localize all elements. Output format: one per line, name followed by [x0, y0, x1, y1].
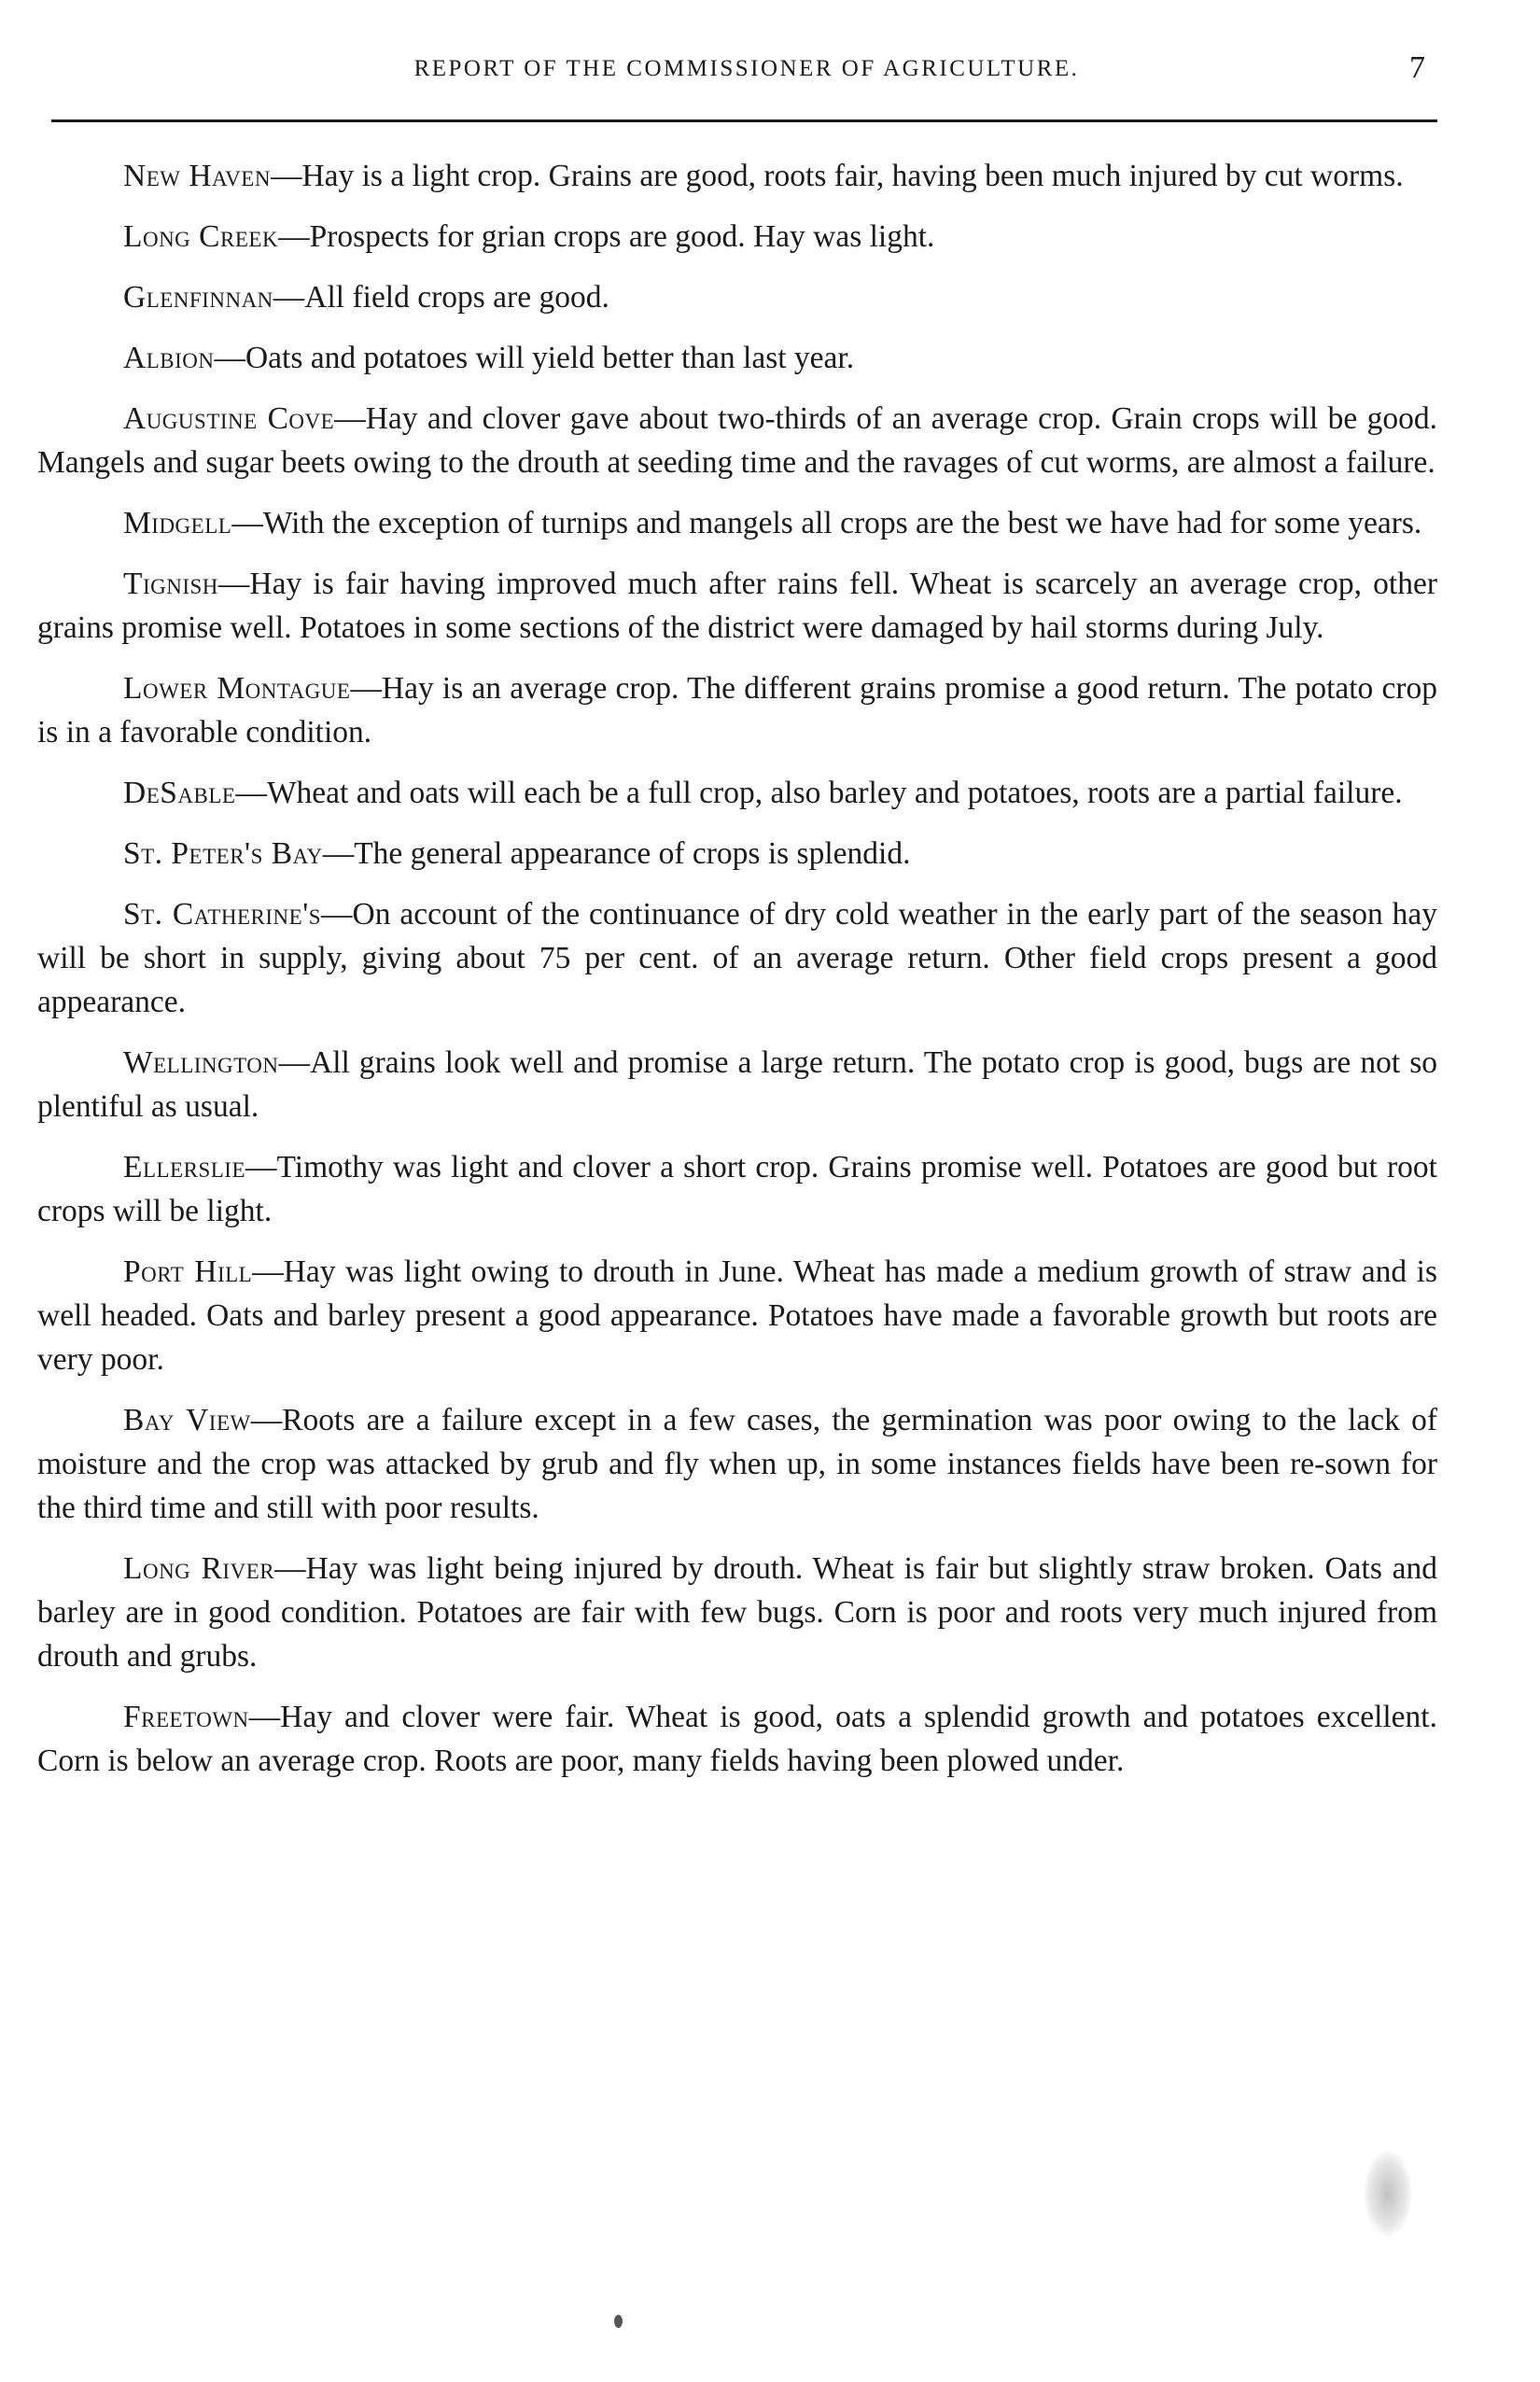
- report-entry: [37, 336, 1437, 380]
- report-entry: [37, 1547, 1437, 1678]
- place-name: DeSable: [123, 776, 236, 810]
- place-name: Freetown: [123, 1700, 249, 1734]
- page-number: 7: [1409, 50, 1425, 85]
- entry-text: —On account of the continuance of dry cold weather in the early part of the season hay will be short in supply, giving about 75 per cent. of an average return. Other field crops present a good appearance.: [37, 897, 1438, 1019]
- place-name: Glenfinnan: [123, 280, 273, 315]
- report-entry: [37, 1145, 1437, 1233]
- report-entry: [37, 154, 1437, 198]
- ink-speck: [614, 2315, 623, 2328]
- entry-text: —Oats and potatoes will yield better than last year.: [214, 341, 855, 375]
- place-name: Port Hill: [123, 1254, 253, 1289]
- entry-text: —Hay and clover were fair. Wheat is good, oats a splendid growth and potatoes excellent. Corn is below an average crop. Roots are poor, many fields having been plowed under.: [37, 1700, 1437, 1778]
- entry-text: —Prospects for grian crops are good. Hay was light.: [278, 219, 935, 254]
- report-entry: [37, 215, 1437, 259]
- entry-text: —Hay was light owing to drouth in June. Wheat has made a medium growth of straw and is well headed. Oats and barley present a good appearance. Potatoes have made a favorable growth but roots are very poor.: [37, 1254, 1437, 1377]
- place-name: Long Creek: [123, 219, 279, 254]
- report-entry: [37, 1695, 1437, 1783]
- report-entry: [37, 397, 1437, 484]
- entry-text: —Wheat and oats will each be a full crop, also barley and potatoes, roots are a partial failure.: [235, 776, 1403, 810]
- place-name: St. Peter's Bay: [123, 836, 323, 871]
- report-entry: [37, 1250, 1437, 1381]
- place-name: Tignish: [123, 567, 218, 601]
- entry-text: —Hay is an average crop. The different grains promise a good return. The potato crop is in a favorable condition.: [37, 671, 1438, 750]
- report-entry: [37, 771, 1437, 815]
- report-entry: [37, 562, 1437, 650]
- report-entry: [37, 501, 1437, 545]
- entry-text: —The general appearance of crops is splendid.: [322, 836, 911, 871]
- report-entry: [37, 275, 1437, 319]
- running-header: REPORT OF THE COMMISSIONER OF AGRICULTURE.: [413, 56, 1080, 81]
- entry-text: —Hay was light being injured by drouth. Wheat is fair but slightly straw broken. Oats and barley are in good condition. Potatoes are fair with few bugs. Corn is poor and roots very much injured from drouth and grubs.: [37, 1551, 1438, 1674]
- place-name: Lower Montague: [123, 671, 351, 706]
- entry-text: —Hay is fair having improved much after rains fell. Wheat is scarcely an average crop, other grains promise well. Potatoes in some sections of the district were damaged by hail storms during July.: [37, 567, 1437, 645]
- place-name: Midgell: [123, 506, 232, 540]
- entry-text: —Roots are a failure except in a few cases, the germination was poor owing to the lack of moisture and the crop was attacked by grub and fly when up, in some instances fields have been re-sown for the third time and still with poor results.: [37, 1403, 1437, 1525]
- entry-text: —Hay is a light crop. Grains are good, roots fair, having been much injured by cut worms.: [270, 159, 1404, 193]
- entry-text: —All field crops are good.: [273, 280, 609, 315]
- report-entry: [37, 666, 1437, 754]
- entry-text: —All grains look well and promise a large return. The potato crop is good, bugs are not so plentiful as usual.: [37, 1045, 1437, 1124]
- place-name: Ellerslie: [123, 1150, 246, 1184]
- place-name: Wellington: [123, 1045, 279, 1080]
- report-entry: [37, 832, 1437, 876]
- entry-text: —With the exception of turnips and mangels all crops are the best we have had for some years.: [231, 506, 1422, 540]
- place-name: Albion: [123, 341, 215, 375]
- entry-text: —Hay and clover gave about two-thirds of an average crop. Grain crops will be good. Mangels and sugar beets owing to the drouth at seeding time and the ravages of cut worms, are almost a failure.: [37, 401, 1438, 480]
- place-name: Augustine Cove: [123, 401, 335, 436]
- place-name: Long River: [123, 1551, 275, 1586]
- header-rule: [51, 119, 1437, 122]
- report-entry: [37, 1041, 1437, 1128]
- place-name: New Haven: [123, 159, 271, 193]
- report-entry: [37, 892, 1437, 1024]
- report-entry: [37, 1398, 1437, 1530]
- entry-text: —Timothy was light and clover a short crop. Grains promise well. Potatoes are good but root crops will be light.: [37, 1150, 1437, 1228]
- place-name: St. Catherine's: [123, 897, 322, 932]
- report-body: [37, 154, 1437, 1800]
- place-name: Bay View: [123, 1403, 251, 1437]
- ink-smudge: [1365, 2151, 1411, 2235]
